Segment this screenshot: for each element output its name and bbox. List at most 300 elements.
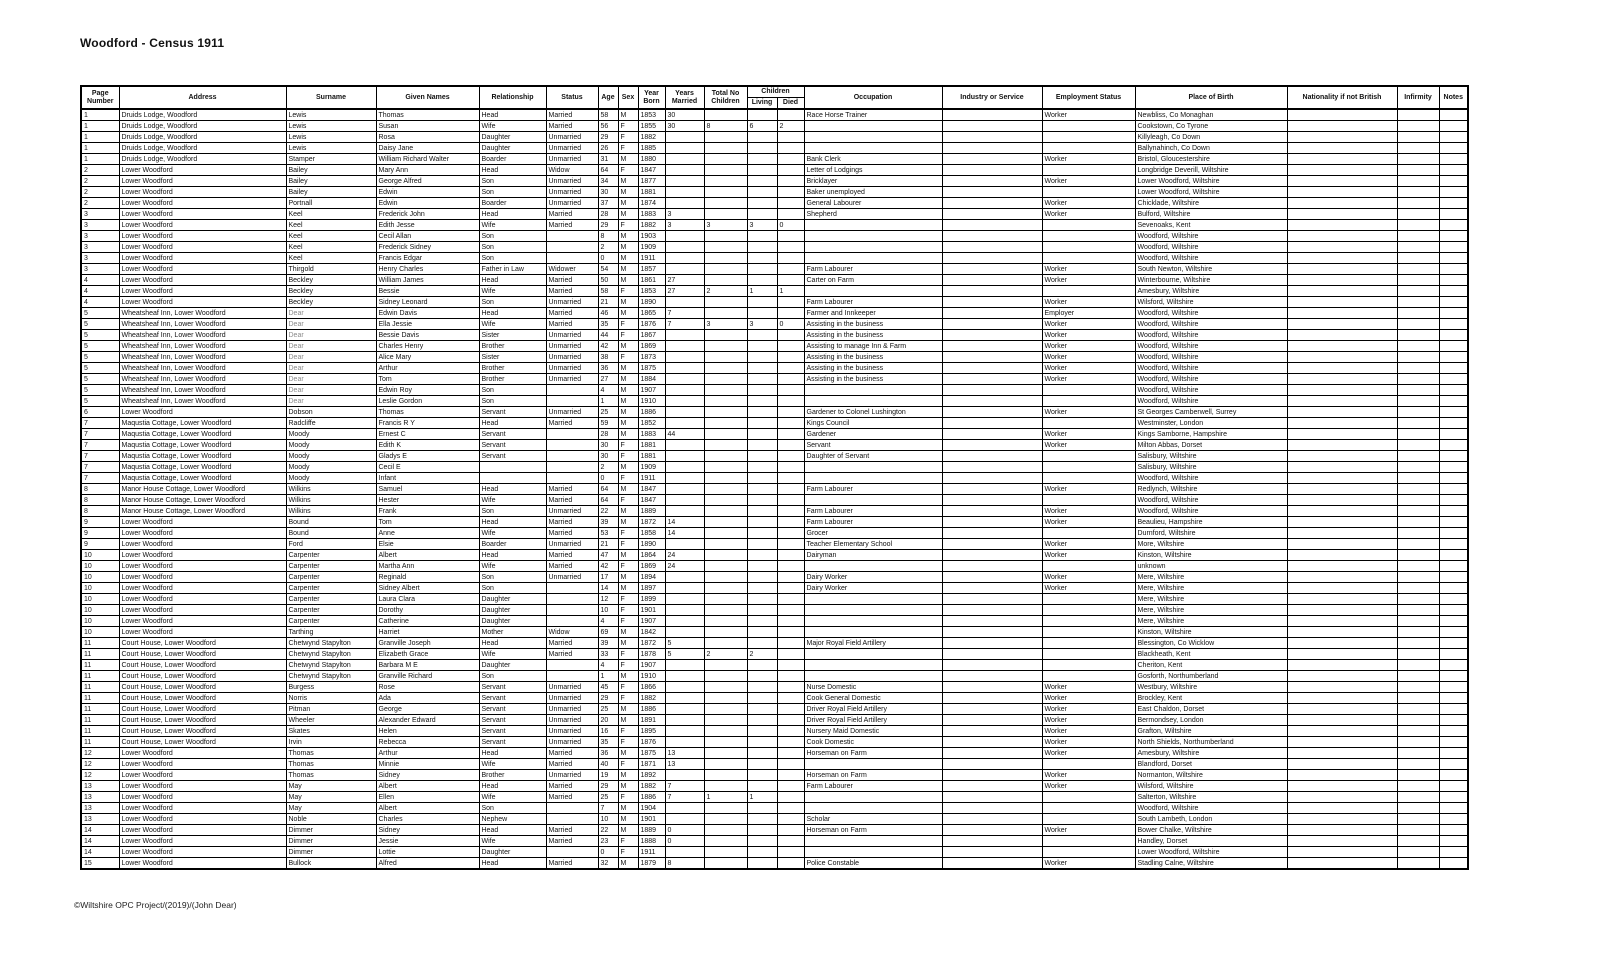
cell-place-of-birth: Beaulieu, Hampshire [1135,517,1287,528]
cell-given-names: Sidney [376,825,479,836]
cell-given-names: Arthur [376,748,479,759]
cell-relationship: Head [479,550,546,561]
cell-children-died [777,264,804,275]
cell-sex: F [618,539,638,550]
cell-relationship: Servant [479,407,546,418]
cell-children-living [747,572,777,583]
cell-infirmity [1397,539,1439,550]
cell-total-no-children [704,440,747,451]
cell-infirmity [1397,374,1439,385]
cell-sex: M [618,374,638,385]
cell-occupation: Assisting in the business [804,374,942,385]
cell-employment-status [1042,792,1135,803]
cell-status: Married [546,319,598,330]
cell-infirmity [1397,748,1439,759]
cell-total-no-children: 2 [704,286,747,297]
cell-address: Lower Woodford [119,539,286,550]
cell-employment-status: Worker [1042,539,1135,550]
cell-years-married [665,572,704,583]
cell-given-names: Laura Clara [376,594,479,605]
cell-age: 1 [598,671,618,682]
cell-sex: M [618,506,638,517]
cell-years-married [665,440,704,451]
cell-place-of-birth: Blessington, Co Wicklow [1135,638,1287,649]
cell-status: Married [546,825,598,836]
cell-year-born: 1858 [638,528,665,539]
table-row [81,638,1468,649]
cell-nationality-if-not-british [1287,572,1397,583]
cell-notes [1439,209,1468,220]
cell-children-died [777,605,804,616]
cell-notes [1439,220,1468,231]
cell-children-died [777,352,804,363]
cell-children-living [747,814,777,825]
cell-relationship: Wife [479,759,546,770]
cell-page-number: 5 [81,363,119,374]
cell-industry-or-service [942,440,1042,451]
cell-age: 45 [598,682,618,693]
cell-nationality-if-not-british [1287,583,1397,594]
table-row [81,605,1468,616]
cell-relationship: Servant [479,726,546,737]
cell-nationality-if-not-british [1287,704,1397,715]
cell-nationality-if-not-british [1287,220,1397,231]
cell-employment-status [1042,616,1135,627]
cell-age: 35 [598,737,618,748]
cell-industry-or-service [942,429,1042,440]
cell-status: Married [546,121,598,132]
cell-address: Wheatsheaf Inn, Lower Woodford [119,363,286,374]
cell-page-number: 2 [81,176,119,187]
cell-given-names: Samuel [376,484,479,495]
cell-given-names: Sidney [376,770,479,781]
cell-notes [1439,660,1468,671]
cell-total-no-children [704,264,747,275]
cell-nationality-if-not-british [1287,671,1397,682]
cell-children-living [747,660,777,671]
cell-industry-or-service [942,385,1042,396]
cell-children-died [777,770,804,781]
cell-address: Lower Woodford [119,561,286,572]
cell-total-no-children [704,154,747,165]
cell-surname: Bailey [286,176,376,187]
cell-notes [1439,638,1468,649]
cell-year-born: 1877 [638,176,665,187]
cell-given-names: Sidney Leonard [376,297,479,308]
cell-surname: Irvin [286,737,376,748]
cell-age: 28 [598,429,618,440]
cell-notes [1439,154,1468,165]
cell-year-born: 1857 [638,264,665,275]
cell-notes [1439,781,1468,792]
cell-occupation [804,627,942,638]
cell-page-number: 4 [81,286,119,297]
cell-given-names: Harriet [376,627,479,638]
cell-relationship: Sister [479,352,546,363]
cell-years-married: 14 [665,528,704,539]
cell-sex: F [618,759,638,770]
cell-sex: F [618,220,638,231]
cell-page-number: 11 [81,671,119,682]
cell-page-number: 5 [81,308,119,319]
cell-given-names: Ellen [376,792,479,803]
cell-relationship: Son [479,231,546,242]
cell-infirmity [1397,781,1439,792]
cell-address: Lower Woodford [119,770,286,781]
cell-place-of-birth: Wilsford, Wiltshire [1135,297,1287,308]
cell-status: Unmarried [546,187,598,198]
cell-occupation: Horseman on Farm [804,748,942,759]
cell-age: 64 [598,484,618,495]
cell-year-born: 1872 [638,517,665,528]
cell-industry-or-service [942,759,1042,770]
cell-children-living [747,484,777,495]
cell-surname: Moody [286,462,376,473]
cell-address: Court House, Lower Woodford [119,737,286,748]
cell-age: 30 [598,187,618,198]
cell-surname: Keel [286,242,376,253]
cell-status: Unmarried [546,132,598,143]
col-header-children-group: Children [747,86,804,98]
cell-relationship: Head [479,275,546,286]
cell-sex: M [618,264,638,275]
cell-year-born: 1853 [638,109,665,121]
cell-relationship: Head [479,825,546,836]
cell-occupation [804,220,942,231]
cell-address: Wheatsheaf Inn, Lower Woodford [119,396,286,407]
cell-address: Lower Woodford [119,572,286,583]
cell-industry-or-service [942,473,1042,484]
cell-notes [1439,748,1468,759]
cell-notes [1439,429,1468,440]
cell-relationship: Son [479,242,546,253]
cell-occupation: Assisting in the business [804,319,942,330]
cell-total-no-children [704,748,747,759]
cell-page-number: 7 [81,462,119,473]
cell-given-names: Cecil E [376,462,479,473]
cell-employment-status [1042,495,1135,506]
table-row [81,748,1468,759]
cell-status: Unmarried [546,374,598,385]
cell-infirmity [1397,671,1439,682]
cell-children-died [777,341,804,352]
cell-notes [1439,176,1468,187]
table-row [81,781,1468,792]
table-row [81,286,1468,297]
cell-infirmity [1397,506,1439,517]
cell-notes [1439,770,1468,781]
cell-occupation: Farm Labourer [804,781,942,792]
cell-relationship: Daughter [479,660,546,671]
cell-children-died [777,759,804,770]
cell-infirmity [1397,517,1439,528]
cell-year-born: 1853 [638,286,665,297]
cell-status [546,462,598,473]
cell-relationship: Son [479,187,546,198]
cell-relationship [479,462,546,473]
cell-given-names: Francis R Y [376,418,479,429]
cell-place-of-birth: Kinston, Wiltshire [1135,627,1287,638]
cell-year-born: 1882 [638,220,665,231]
cell-years-married [665,484,704,495]
cell-place-of-birth: Blackheath, Kent [1135,649,1287,660]
cell-address: Court House, Lower Woodford [119,726,286,737]
cell-surname: Chetwynd Stapylton [286,660,376,671]
table-row [81,539,1468,550]
cell-place-of-birth: Lower Woodford, Wiltshire [1135,847,1287,858]
cell-occupation: Cook Domestic [804,737,942,748]
cell-children-died [777,583,804,594]
cell-total-no-children: 1 [704,792,747,803]
cell-notes [1439,715,1468,726]
cell-address: Druids Lodge, Woodford [119,143,286,154]
cell-year-born: 1866 [638,682,665,693]
cell-year-born: 1886 [638,792,665,803]
cell-year-born: 1881 [638,451,665,462]
cell-children-living [747,143,777,154]
cell-infirmity [1397,792,1439,803]
cell-notes [1439,506,1468,517]
cell-year-born: 1891 [638,715,665,726]
cell-given-names: Cecil Allan [376,231,479,242]
cell-children-living [747,825,777,836]
cell-page-number: 3 [81,242,119,253]
cell-address: Lower Woodford [119,583,286,594]
cell-relationship: Son [479,583,546,594]
cell-place-of-birth: Mere, Wiltshire [1135,583,1287,594]
cell-infirmity [1397,660,1439,671]
cell-children-living [747,187,777,198]
cell-status: Married [546,561,598,572]
cell-age: 16 [598,726,618,737]
table-row [81,825,1468,836]
cell-given-names: Granville Richard [376,671,479,682]
cell-page-number: 9 [81,528,119,539]
cell-status: Married [546,748,598,759]
cell-sex: F [618,605,638,616]
cell-employment-status: Worker [1042,693,1135,704]
cell-surname: Moody [286,429,376,440]
cell-year-born: 1847 [638,495,665,506]
census-table-body [81,109,1468,869]
cell-address: Lower Woodford [119,253,286,264]
cell-place-of-birth: Brockley, Kent [1135,693,1287,704]
cell-sex: F [618,836,638,847]
cell-employment-status [1042,649,1135,660]
cell-surname: Bailey [286,165,376,176]
cell-total-no-children [704,627,747,638]
cell-address: Lower Woodford [119,627,286,638]
cell-children-living [747,396,777,407]
cell-page-number: 2 [81,165,119,176]
cell-occupation [804,759,942,770]
cell-age: 39 [598,638,618,649]
cell-industry-or-service [942,242,1042,253]
cell-age: 0 [598,253,618,264]
cell-children-died [777,484,804,495]
cell-page-number: 1 [81,154,119,165]
cell-sex: M [618,583,638,594]
cell-place-of-birth: Woodford, Wiltshire [1135,803,1287,814]
cell-year-born: 1888 [638,836,665,847]
cell-year-born: 1852 [638,418,665,429]
cell-employment-status: Worker [1042,737,1135,748]
cell-place-of-birth: Westminster, London [1135,418,1287,429]
cell-children-died [777,363,804,374]
cell-age: 0 [598,473,618,484]
cell-children-died [777,682,804,693]
cell-industry-or-service [942,682,1042,693]
cell-employment-status [1042,594,1135,605]
col-header-year-born: Year Born [638,86,665,109]
cell-years-married: 7 [665,319,704,330]
cell-given-names: Edith K [376,440,479,451]
cell-given-names: Alice Mary [376,352,479,363]
cell-years-married [665,418,704,429]
cell-years-married: 7 [665,792,704,803]
cell-years-married [665,264,704,275]
cell-children-died [777,858,804,870]
cell-occupation: Bank Clerk [804,154,942,165]
table-row [81,407,1468,418]
cell-place-of-birth: East Chaldon, Dorset [1135,704,1287,715]
cell-surname: Dear [286,308,376,319]
cell-children-living [747,374,777,385]
cell-infirmity [1397,396,1439,407]
cell-address: Court House, Lower Woodford [119,704,286,715]
cell-age: 25 [598,704,618,715]
table-row [81,396,1468,407]
table-row [81,308,1468,319]
cell-children-living [747,473,777,484]
cell-notes [1439,462,1468,473]
cell-age: 1 [598,396,618,407]
cell-address: Lower Woodford [119,847,286,858]
cell-occupation: Nursery Maid Domestic [804,726,942,737]
cell-employment-status [1042,847,1135,858]
cell-nationality-if-not-british [1287,286,1397,297]
cell-industry-or-service [942,418,1042,429]
cell-age: 30 [598,451,618,462]
cell-address: Lower Woodford [119,286,286,297]
cell-years-married [665,847,704,858]
cell-status: Unmarried [546,143,598,154]
cell-place-of-birth: Grafton, Wiltshire [1135,726,1287,737]
cell-place-of-birth: South Lambeth, London [1135,814,1287,825]
cell-total-no-children [704,550,747,561]
cell-sex: M [618,308,638,319]
cell-surname: Dear [286,396,376,407]
cell-sex: F [618,319,638,330]
cell-nationality-if-not-british [1287,109,1397,121]
cell-occupation: Assisting in the business [804,352,942,363]
cell-surname: Thomas [286,748,376,759]
cell-address: Lower Woodford [119,550,286,561]
cell-employment-status [1042,473,1135,484]
cell-children-died [777,154,804,165]
cell-children-died [777,209,804,220]
cell-children-died [777,550,804,561]
cell-status: Unmarried [546,198,598,209]
cell-page-number: 10 [81,594,119,605]
cell-page-number: 5 [81,319,119,330]
cell-relationship: Head [479,748,546,759]
cell-notes [1439,330,1468,341]
cell-given-names: Ella Jessie [376,319,479,330]
cell-given-names: Jessie [376,836,479,847]
cell-surname: Dimmer [286,847,376,858]
cell-industry-or-service [942,363,1042,374]
cell-occupation [804,242,942,253]
cell-page-number: 1 [81,109,119,121]
cell-children-died [777,814,804,825]
cell-notes [1439,242,1468,253]
cell-employment-status: Worker [1042,506,1135,517]
cell-given-names: Rebecca [376,737,479,748]
cell-sex: F [618,473,638,484]
cell-occupation: Farm Labourer [804,297,942,308]
cell-occupation: Farm Labourer [804,484,942,495]
cell-occupation [804,671,942,682]
cell-occupation [804,792,942,803]
cell-status: Unmarried [546,693,598,704]
cell-address: Lower Woodford [119,220,286,231]
cell-total-no-children [704,363,747,374]
cell-relationship: Servant [479,440,546,451]
cell-total-no-children [704,275,747,286]
cell-years-married [665,363,704,374]
cell-year-born: 1901 [638,605,665,616]
cell-place-of-birth: Woodford, Wiltshire [1135,473,1287,484]
table-row [81,847,1468,858]
cell-page-number: 6 [81,407,119,418]
cell-place-of-birth: Woodford, Wiltshire [1135,385,1287,396]
cell-industry-or-service [942,517,1042,528]
cell-notes [1439,109,1468,121]
cell-infirmity [1397,583,1439,594]
cell-given-names: Susan [376,121,479,132]
cell-nationality-if-not-british [1287,231,1397,242]
cell-occupation: Bricklayer [804,176,942,187]
table-row [81,109,1468,121]
cell-nationality-if-not-british [1287,451,1397,462]
cell-status: Married [546,649,598,660]
cell-age: 58 [598,109,618,121]
cell-notes [1439,594,1468,605]
cell-infirmity [1397,638,1439,649]
cell-address: Court House, Lower Woodford [119,682,286,693]
cell-relationship [479,473,546,484]
cell-status: Married [546,792,598,803]
cell-relationship: Son [479,253,546,264]
cell-children-living [747,297,777,308]
cell-employment-status: Worker [1042,440,1135,451]
cell-years-married [665,374,704,385]
cell-given-names: Anne [376,528,479,539]
cell-years-married [665,462,704,473]
cell-status: Unmarried [546,176,598,187]
cell-sex: F [618,682,638,693]
cell-page-number: 1 [81,132,119,143]
cell-surname: Chetwynd Stapylton [286,649,376,660]
cell-place-of-birth: Bristol, Gloucestershire [1135,154,1287,165]
cell-infirmity [1397,143,1439,154]
cell-status: Unmarried [546,341,598,352]
cell-occupation [804,616,942,627]
col-header-total-no-children: Total No Children [704,86,747,109]
cell-address: Court House, Lower Woodford [119,660,286,671]
cell-page-number: 10 [81,572,119,583]
